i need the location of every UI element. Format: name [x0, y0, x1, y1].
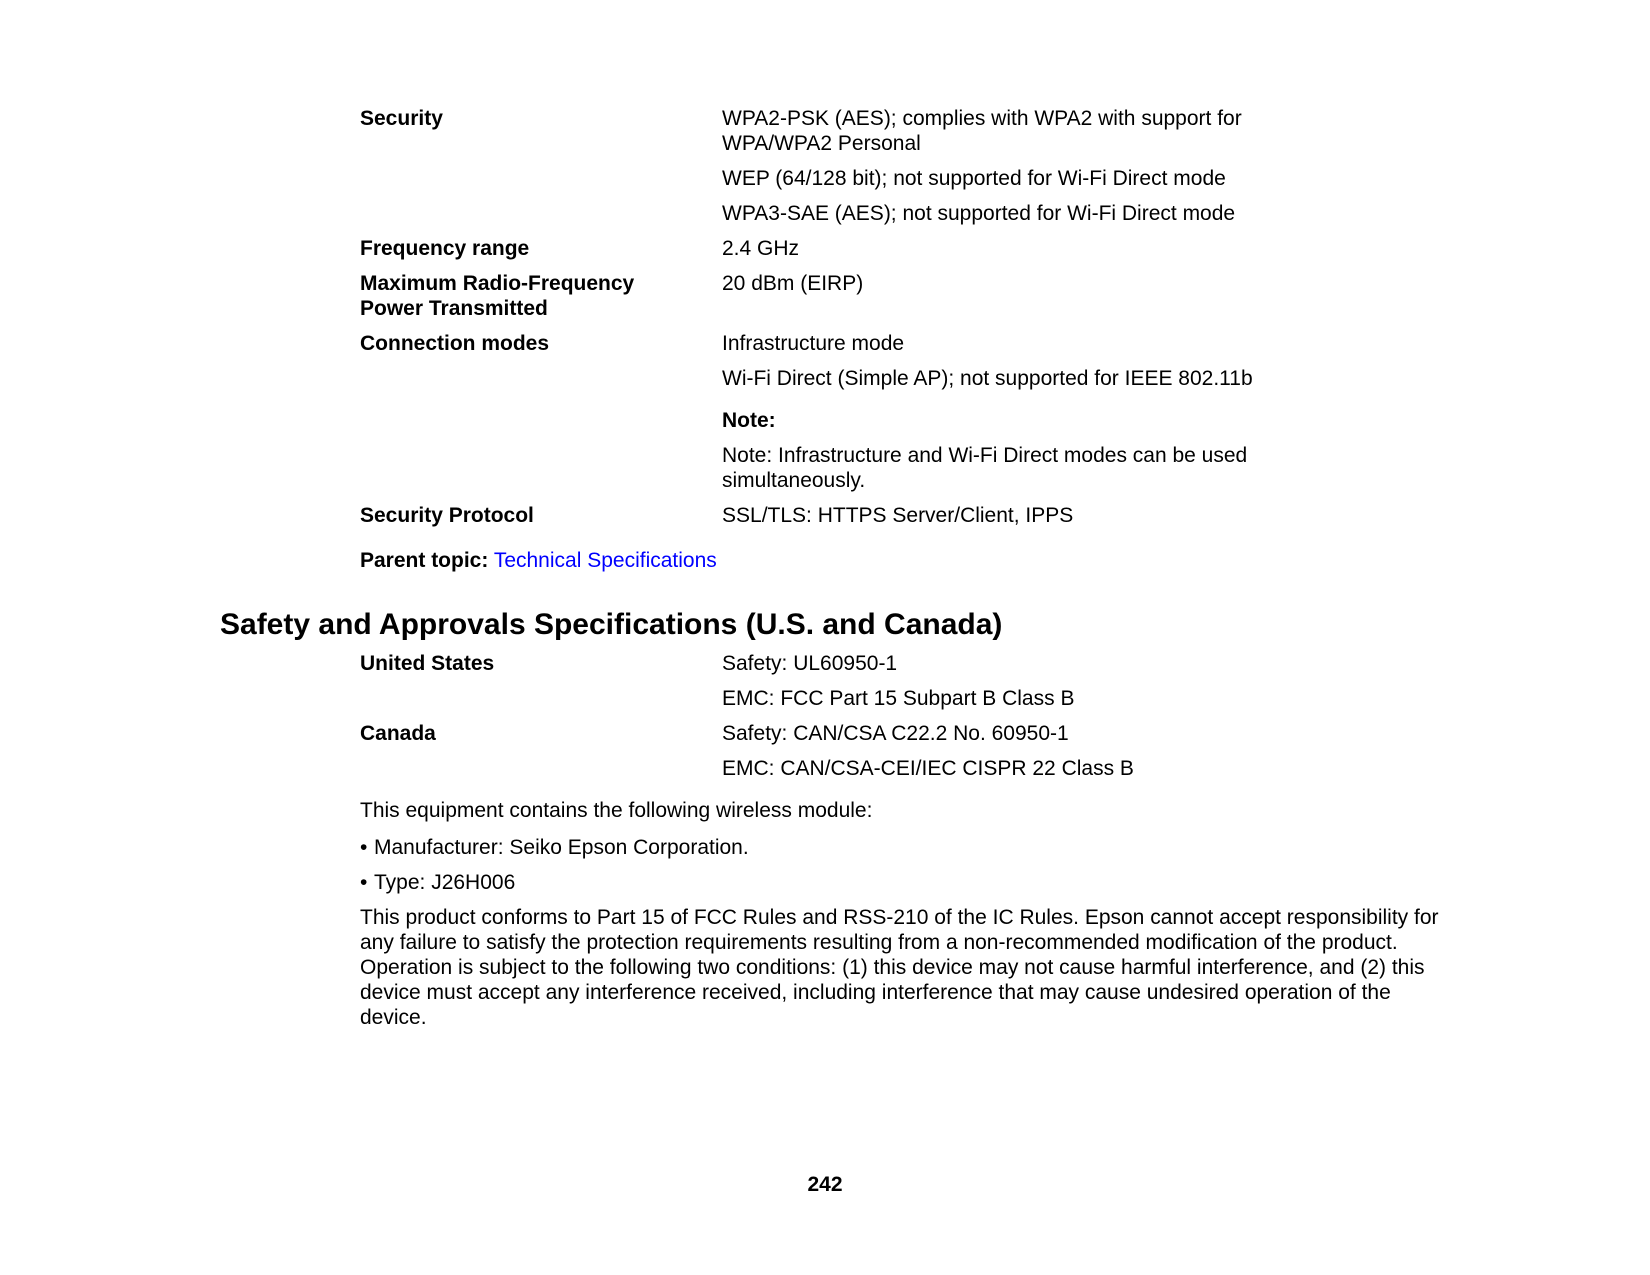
spec-value-line: EMC: CAN/CSA-CEI/IEC CISPR 22 Class B [722, 757, 1134, 780]
spec-value-line: Wi-Fi Direct (Simple AP); not supported for IEEE 802.11b [722, 367, 1253, 390]
spec-value-line: WEP (64/128 bit); not supported for Wi-Fi Direct mode [722, 167, 1226, 190]
note-body: Note: Infrastructure and Wi-Fi Direct modes can be used simultaneously. [722, 444, 1248, 492]
spec-label-max-rf-power: Maximum Radio-Frequency Power Transmitted [360, 272, 635, 320]
spec-value-line: Infrastructure mode [722, 332, 905, 355]
table-row [360, 721, 1440, 781]
spec-value-frequency-range [722, 236, 1307, 261]
note-content [722, 408, 1307, 493]
table-row [360, 106, 1440, 226]
table-row [360, 331, 1440, 391]
spec-value-united-states [722, 651, 1307, 711]
parent-topic-label: Parent topic: [360, 549, 489, 572]
spec-value-line: SSL/TLS: HTTPS Server/Client, IPPS [722, 504, 1074, 527]
spec-label-security: Security [360, 107, 443, 130]
spec-value-line: EMC: FCC Part 15 Subpart B Class B [722, 687, 1075, 710]
spec-value-line: 20 dBm (EIRP) [722, 272, 864, 295]
page-number: 242 [807, 1173, 843, 1196]
parent-topic [360, 548, 1440, 573]
table-row [360, 236, 1440, 261]
spec-value-line: Safety: UL60950-1 [722, 652, 898, 675]
spec-label-frequency-range: Frequency range [360, 237, 530, 260]
document-page-content [220, 106, 1440, 1030]
spec-value-line: Safety: CAN/CSA C22.2 No. 60950-1 [722, 722, 1069, 745]
bullet-icon: • [360, 871, 368, 894]
list-item [360, 870, 1440, 895]
spec-label-united-states: United States [360, 652, 495, 675]
fcc-paragraph: This product conforms to Part 15 of FCC Rules and RSS-210 of the IC Rules. Epson cannot accept responsibility for any failure to satisfy the protection requirements resulting from a non-recommended modification of the product. Operation is subject to the following two conditions: (1) this device may not cause harmful interference, and (2) this device must accept any interference received, including interference that may cause undesired operation of the device. [360, 906, 1439, 1029]
spec-value-line: WPA2-PSK (AES); complies with WPA2 with support for WPA/WPA2 Personal [722, 107, 1242, 155]
intro-paragraph: This equipment contains the following wireless module: [360, 799, 873, 822]
bullet-icon: • [360, 836, 368, 859]
spec-label-connection-modes: Connection modes [360, 332, 550, 355]
approvals-spec-table [360, 651, 1440, 781]
spec-value-line: 2.4 GHz [722, 237, 800, 260]
table-row [360, 271, 1440, 321]
bullet-text-type: Type: J26H006 [374, 871, 516, 894]
spec-value-canada [722, 721, 1307, 781]
bullet-text-manufacturer: Manufacturer: Seiko Epson Corporation. [374, 836, 749, 859]
spec-value-max-rf-power [722, 271, 1307, 321]
note-block [360, 408, 1440, 493]
spec-value-security-protocol [722, 503, 1307, 528]
spec-label-security-protocol: Security Protocol [360, 504, 534, 527]
spec-value-connection-modes [722, 331, 1307, 391]
note-spacer [360, 408, 722, 493]
table-row [360, 503, 1440, 528]
wifi-spec-table [360, 106, 1440, 528]
spec-value-security [722, 106, 1307, 226]
page-heading: Safety and Approvals Specifications (U.S. and Canada) [220, 608, 1003, 641]
table-row [360, 651, 1440, 711]
note-title: Note: [722, 409, 776, 432]
spec-label-canada: Canada [360, 722, 436, 745]
bullet-list [360, 835, 1440, 895]
spec-value-line: WPA3-SAE (AES); not supported for Wi-Fi Direct mode [722, 202, 1236, 225]
list-item [360, 835, 1440, 860]
parent-topic-link[interactable]: Technical Specifications [493, 549, 717, 572]
